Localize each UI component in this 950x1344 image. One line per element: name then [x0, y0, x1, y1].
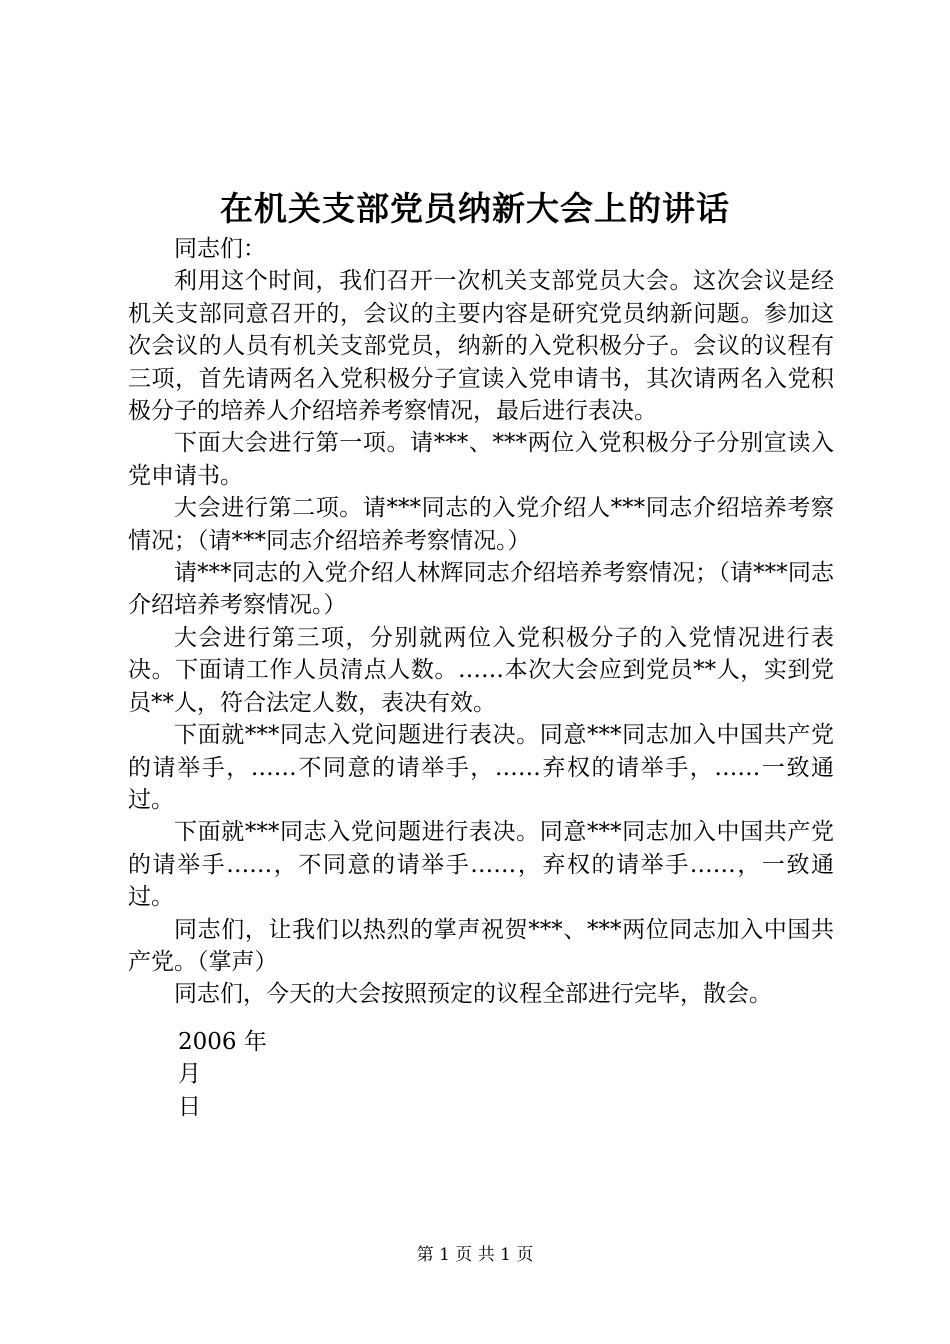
paragraph-item-one: 下面大会进行第一项。请***、***两位入党积极分子分别宣读入党申请书。	[128, 430, 834, 489]
paragraph-vote-two: 下面就***同志入党问题进行表决。同意***同志加入中国共产党的请举手……，不同意的请举手……，弃权的请举手……，一致通过。	[128, 819, 834, 911]
date-block	[178, 1026, 267, 1123]
document-body	[128, 233, 834, 1011]
date-month: 月	[178, 1061, 201, 1088]
paragraph-closing: 同志们，今天的大会按照预定的议程全部进行完毕，散会。	[174, 981, 772, 1008]
date-day: 日	[178, 1093, 201, 1120]
paragraph-intro: 利用这个时间，我们召开一次机关支部党员大会。这次会议是经机关支部同意召开的，会议的主要内容是研究党员纳新问题。参加这次会议的人员有机关支部党员，纳新的入党积极分子。会议的议程有三项，首先请两名入党积极分子宣读入党申请书，其次请两名入党积极分子的培养人介绍培养考察情况，最后进行表决。	[128, 268, 834, 425]
salutation: 同志们：	[174, 236, 266, 262]
paragraph-congratulation: 同志们，让我们以热烈的掌声祝贺***、***两位同志加入中国共产党。（掌声）	[128, 916, 834, 975]
paragraph-item-two: 大会进行第二项。请***同志的入党介绍人***同志介绍培养考察情况；（请***同志介绍培养考察情况。）	[128, 495, 834, 554]
document-title: 在机关支部党员纳新大会上的讲话	[220, 189, 730, 228]
paragraph-vote-one: 下面就***同志入党问题进行表决。同意***同志加入中国共产党的请举手，……不同意的请举手，……弃权的请举手，……一致通过。	[128, 722, 834, 813]
paragraph-item-three: 大会进行第三项，分别就两位入党积极分子的入党情况进行表决。下面请工作人员清点人数。……本次大会应到党员**人，实到党员**人，符合法定人数，表决有效。	[128, 624, 834, 716]
page-footer: 第 1 页 共 1 页	[416, 1245, 534, 1265]
paragraph-item-two-second: 请***同志的入党介绍人林辉同志介绍培养考察情况；（请***同志介绍培养考察情况。）	[128, 560, 834, 619]
date-year: 2006 年	[178, 1029, 267, 1055]
